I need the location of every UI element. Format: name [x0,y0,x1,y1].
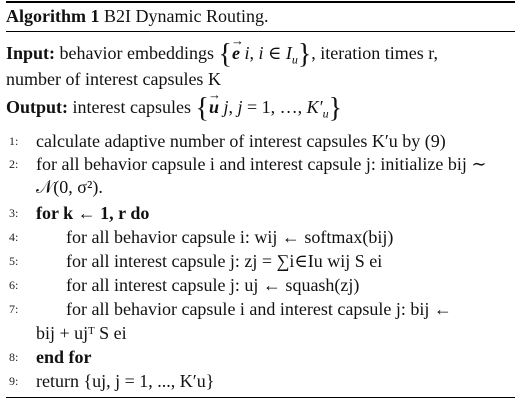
step-line: end for [36,347,92,367]
caption-rule [6,31,515,32]
step-line: bij + ujᵀ S ei [36,323,127,343]
step-num: 2: [9,157,19,171]
step-num: 9: [9,374,19,388]
step-line: for all behavior capsule i: wij ← softmax(bij) [66,227,394,247]
step-num: 5: [9,254,19,268]
output-text: interest capsules [72,97,191,117]
step-line: for all behavior capsule i and interest capsule j: bij ← [66,299,452,319]
input-text-2: iteration times r, [320,43,439,63]
step-num: 8: [9,350,19,364]
input-set: {→ e i, i ∈ $I_u$} [219,43,312,63]
step-line: for all interest capsule j: uj ← squash(zj) [66,275,360,295]
algorithm-title: B2I Dynamic Routing. [104,6,269,26]
step-line: return {uj, j = 1, ..., K′u} [36,371,215,391]
step-line: for k ← 1, r do [36,203,150,223]
output-set: {→ u j, j = 1, …, $K'_u$} [195,97,342,117]
step-num: 6: [9,278,19,292]
step-line: for all interest capsule j: zj = ∑i∈Iu wij S ei [66,251,383,271]
step-line: for all behavior capsule i and interest capsule j: initialize bij ∼ [36,154,487,174]
algorithm-label: Algorithm 1 [6,6,100,26]
input-label: Input: [6,43,56,63]
step-num: 4: [9,230,19,244]
top-rule [6,1,515,3]
step-line: 𝒩(0, σ²). [36,177,103,197]
step-line: calculate adaptive number of interest capsules K′u by (9) [36,131,446,151]
algorithm-caption [6,5,521,27]
output-label: Output: [6,97,69,117]
step-num: 3: [9,206,19,220]
step-num: 7: [9,302,19,316]
output-line [6,93,521,125]
step-num: 1: [9,134,19,148]
bottom-rule [6,397,515,398]
input-text-3: number of interest capsules K [6,69,221,89]
input-text-1: behavior embeddings [59,43,214,63]
input-line: Input: behavior embeddings {→ e i, i ∈ $I_u$}, iteration times r, [6,42,521,71]
